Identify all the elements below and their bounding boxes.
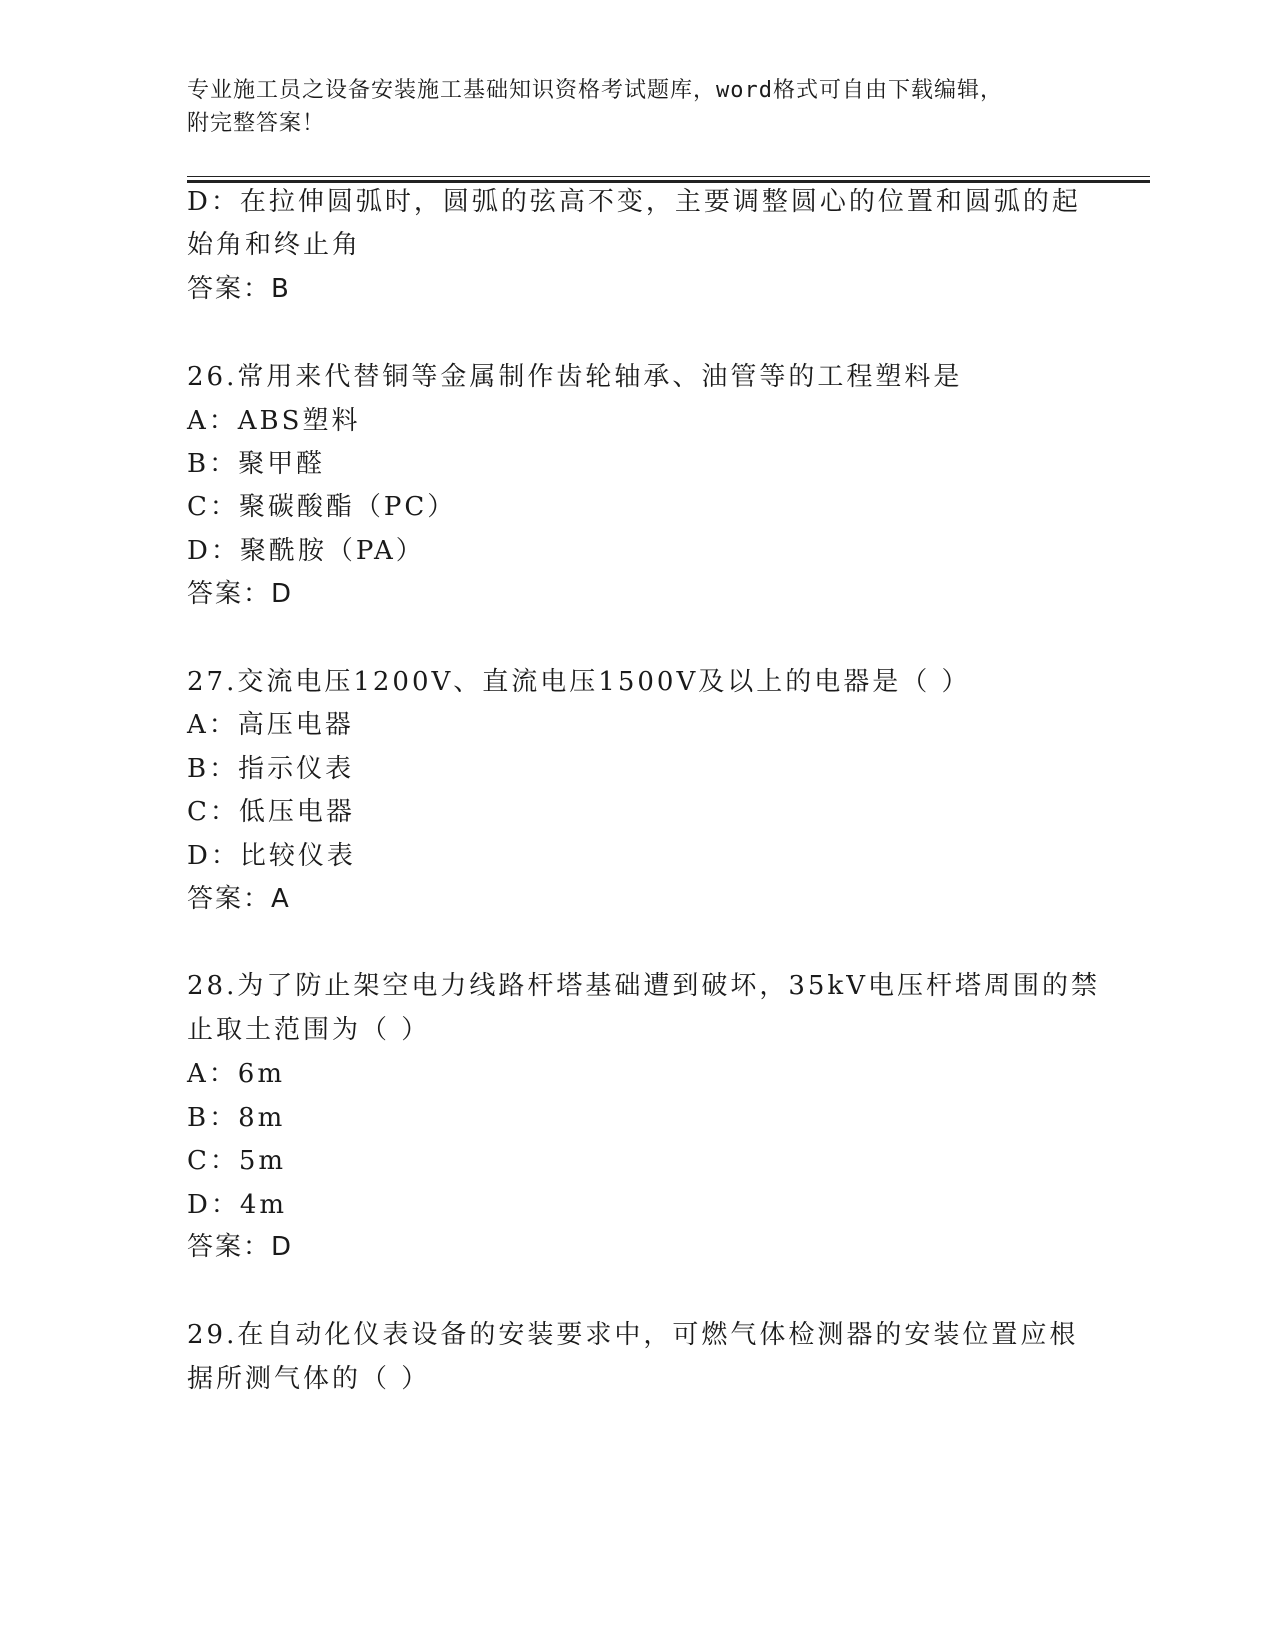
question-29-stem-line-2: 据所测气体的（ ） xyxy=(187,1364,431,1394)
question-27-option-c: C：低压电器 xyxy=(187,797,355,827)
question-28-answer: 答案：D xyxy=(187,1232,294,1262)
question-27-stem: 27.交流电压1200V、直流电压1500V及以上的电器是（ ） xyxy=(187,667,971,697)
document-header xyxy=(187,74,1087,140)
question-28-option-d: D：4m xyxy=(187,1190,288,1220)
question-26-option-b: B：聚甲醛 xyxy=(187,449,326,479)
question-26-option-d: D：聚酰胺（PA） xyxy=(187,536,425,566)
question-25-option-d-line-2: 始角和终止角 xyxy=(187,230,362,260)
question-26-option-a: A：ABS塑料 xyxy=(187,406,361,436)
question-29-stem-line-1: 29.在自动化仪表设备的安装要求中，可燃气体检测器的安装位置应根 xyxy=(187,1320,1079,1350)
question-27-option-d: D：比较仪表 xyxy=(187,841,356,871)
question-25-answer: 答案：B xyxy=(187,274,291,304)
header-divider-thin xyxy=(187,176,1150,177)
question-25-option-d-line-1: D：在拉伸圆弧时，圆弧的弦高不变，主要调整圆心的位置和圆弧的起 xyxy=(187,187,1081,217)
question-27-option-a: A：高压电器 xyxy=(187,710,354,740)
question-26-stem: 26.常用来代替铜等金属制作齿轮轴承、油管等的工程塑料是 xyxy=(187,362,963,392)
question-28-option-c: C：5m xyxy=(187,1146,287,1176)
question-28-stem-line-1: 28.为了防止架空电力线路杆塔基础遭到破坏，35kV电压杆塔周围的禁 xyxy=(187,971,1100,1001)
question-26-answer: 答案：D xyxy=(187,579,294,609)
question-28-option-a: A：6m xyxy=(187,1059,285,1089)
header-title-line-2: 附完整答案！ xyxy=(187,111,326,136)
header-divider-thick xyxy=(187,180,1150,183)
header-title-line-1: 专业施工员之设备安装施工基础知识资格考试题库，word格式可自由下载编辑， xyxy=(187,78,1003,103)
question-26-option-c: C：聚碳酸酯（PC） xyxy=(187,492,457,522)
question-28-stem-line-2: 止取土范围为（ ） xyxy=(187,1015,431,1045)
question-28-option-b: B：8m xyxy=(187,1103,286,1133)
question-27-option-b: B：指示仪表 xyxy=(187,754,355,784)
question-27-answer: 答案：A xyxy=(187,884,291,914)
